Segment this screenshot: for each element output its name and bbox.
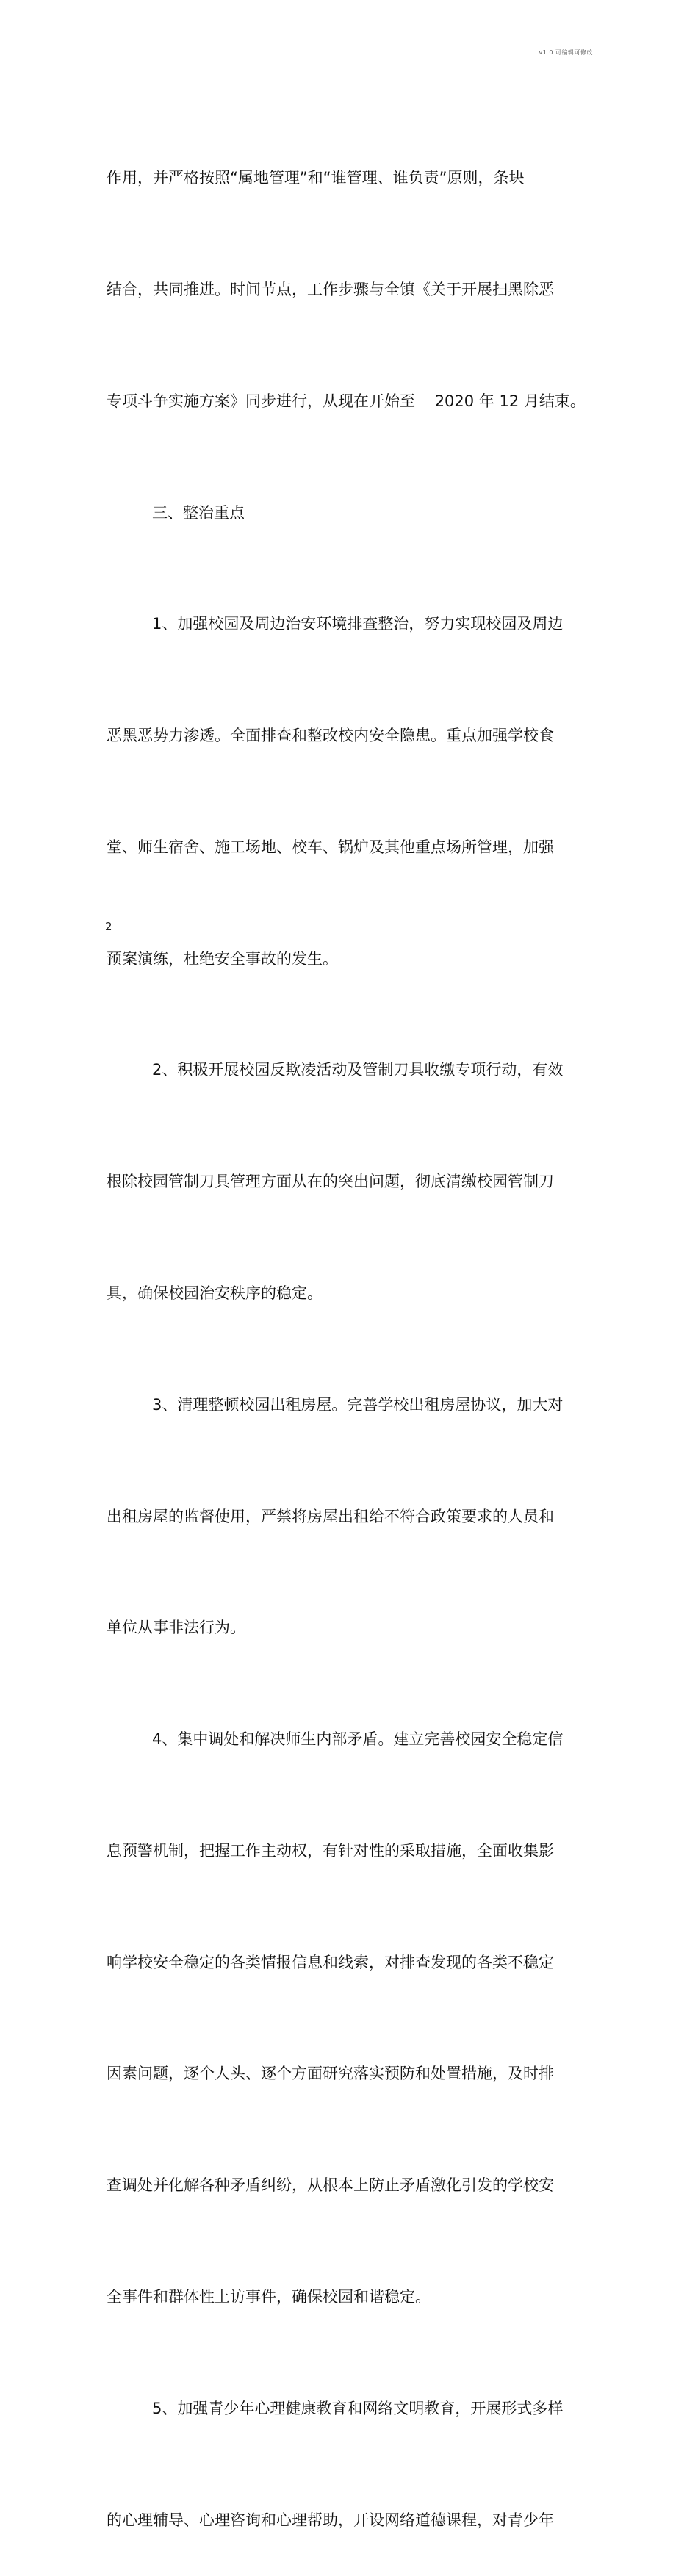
body-line: 因素问题，逐个人头、逐个方面研究落实预防和处置措施，及时排 [107,2065,554,2083]
paragraph-start-line: 3、清理整顿校园出租房屋。完善学校出租房屋协议，加大对 [152,1395,564,1414]
body-line: 预案演练，杜绝安全事故的发生。 [107,949,338,968]
section-heading: 三、整治重点 [152,503,245,522]
body-line: 专项斗争实施方案》同步进行，从现在开始至 2020 年 12 月结束。 [107,392,586,410]
paragraph-start-line: 4、集中调处和解决师生内部矛盾。建立完善校园安全稳定信 [152,1730,564,1749]
body-line: 出租房屋的监督使用，严禁将房屋出租给不符合政策要求的人员和 [107,1507,554,1525]
body-line: 堂、师生宿舍、施工场地、校车、锅炉及其他重点场所管理，加强 [107,838,554,856]
paragraph-start-line: 5、加强青少年心理健康教育和网络文明教育，开展形式多样 [152,2399,564,2417]
body-line: 作用，并严格按照“属地管理”和“谁管理、谁负责”原则，条块 [107,169,525,187]
paragraph-start-line: 1、加强校园及周边治安环境排查整治，努力实现校园及周边 [152,615,564,633]
body-line: 息预警机制，把握工作主动权，有针对性的采取措施，全面收集影 [107,1841,554,1860]
body-line: 结合，共同推进。时间节点，工作步骤与全镇《关于开展扫黑除恶 [107,280,554,298]
document-body [107,85,586,2576]
body-line: 根除校园管制刀具管理方面从在的突出问题，彻底清缴校园管制刀 [107,1173,554,1191]
body-line: 响学校安全稳定的各类情报信息和线索，对排查发现的各类不稳定 [107,1953,554,1971]
body-line: 具，确保校园治安秩序的稳定。 [107,1284,323,1302]
body-line: 全事件和群体性上访事件，确保校园和谐稳定。 [107,2288,431,2306]
body-line: 的心理辅导、心理咨询和心理帮助，开设网络道德课程，对青少年 [107,2511,554,2529]
page-number: 2 [105,920,112,933]
body-line: 查调处并化解各种矛盾纠纷，从根本上防止矛盾激化引发的学校安 [107,2176,554,2195]
paragraph-start-line: 2、积极开展校园反欺凌活动及管制刀具收缴专项行动，有效 [152,1061,564,1079]
body-line: 恶黑恶势力渗透。全面排查和整改校内安全隐患。重点加强学校食 [107,727,554,745]
header-version-note: v1.0 可编辑可修改 [539,49,593,56]
body-line: 单位从事非法行为。 [107,1619,245,1637]
